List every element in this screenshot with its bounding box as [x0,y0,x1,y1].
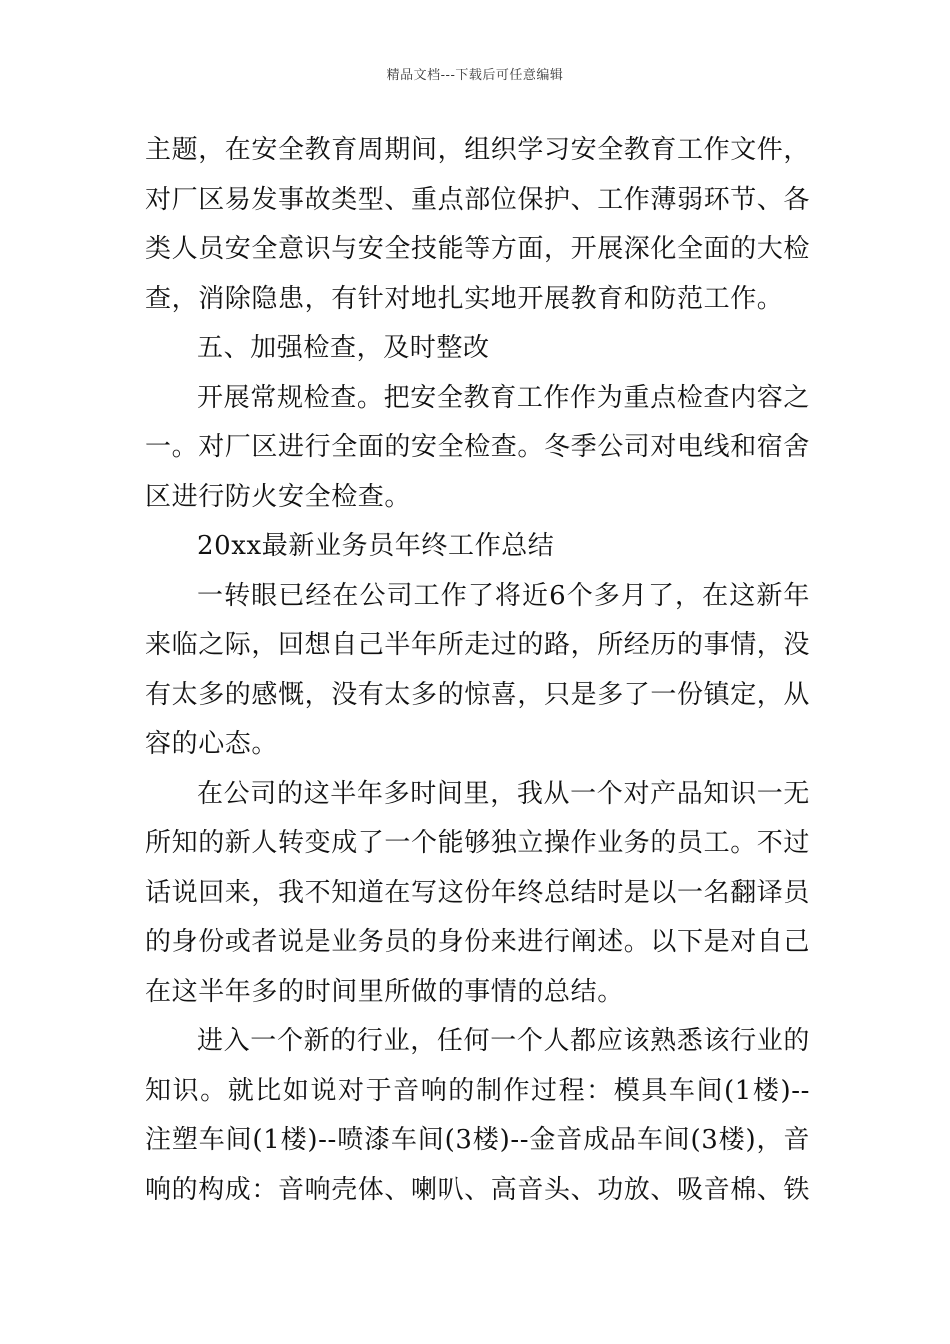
document-body [145,126,810,1215]
paragraph-1: 主题，在安全教育周期间，组织学习安全教育工作文件，对厂区易发事故类型、重点部位保护、工作薄弱环节、各类人员安全意识与安全技能等方面，开展深化全面的大检查，消除隐患，有针对地扎实地开展教育和防范工作。 [145,135,811,314]
paragraph-industry: 进入一个新的行业，任何一个人都应该熟悉该行业的知识。就比如说对于音响的制作过程：模具车间(1楼)--注塑车间(1楼)--喷漆车间(3楼)--金音成品车间(3楼)，音响的构成：音响壳体、喇叭、高音头、功放、吸音棉、铁 [145,1026,811,1205]
paragraph-intro: 一转眼已经在公司工作了将近6个多月了，在这新年来临之际，回想自己半年所走过的路，所经历的事情，没有太多的感慨，没有太多的惊喜，只是多了一份镇定，从容的心态。 [145,580,811,759]
page-header: 精品文档---下载后可任意编辑 [386,68,564,83]
section-heading-inspection: 五、加强检查，及时整改 [197,333,490,363]
paragraph-growth: 在公司的这半年多时间里，我从一个对产品知识一无所知的新人转变成了一个能够独立操作业务的员工。不过话说回来，我不知道在写这份年终总结时是以一名翻译员的身份或者说是业务员的身份来进行阐述。以下是对自己在这半年多的时间里所做的事情的总结。 [145,778,811,1007]
paragraph-inspection: 开展常规检查。把安全教育工作作为重点检查内容之一。对厂区进行全面的安全检查。冬季公司对电线和宿舍区进行防火安全检查。 [145,382,811,512]
document-title-summary: 20xx最新业务员年终工作总结 [197,531,555,561]
